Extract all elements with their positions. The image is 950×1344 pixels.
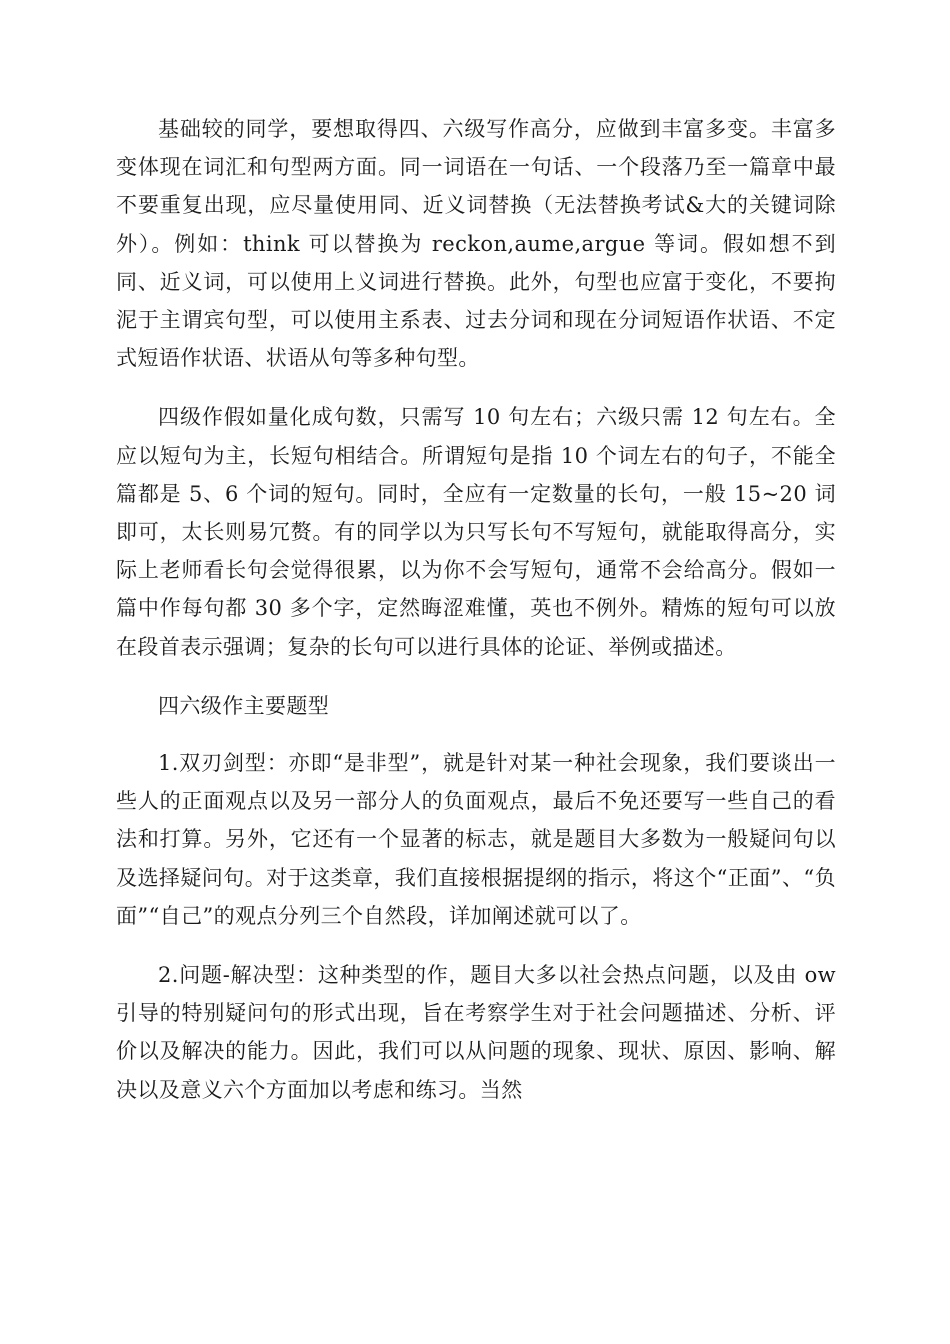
section-heading-question-types: 四六级作主要题型 xyxy=(158,693,330,718)
paragraph-double-edged-type: 1.双刃剑型：亦即“是非型”，就是针对某一种社会现象，我们要谈出一些人的正面观点以及另一部分人的负面观点，最后不免还要写一些自己的看法和打算。另外，它还有一个显著的标志，就是题目大多数为一般疑问句以及选择疑问句。对于这类章，我们直接根据提纲的指示，将这个“正面”、“负面”“自己”的观点分列三个自然段，详加阐述就可以了。 xyxy=(116,751,836,928)
paragraph-sentence-count: 四级作假如量化成句数，只需写 10 句左右；六级只需 12 句左右。全应以短句为主，长短句相结合。所谓短句是指 10 个词左右的句子，不能全篇都是 5、6 个词的短句。同时，全应有一定数量的长句，一般 15~20 词即可，太长则易冗赘。有的同学以为只写长句不写短句，就能取得高分，实际上老师看长句会觉得很累，以为你不会写短句，通常不会给高分。假如一篇中作每句都 30 多个字，定然晦涩难懂，英也不例外。精炼的短句可以放在段首表示强调；复杂的长句可以进行具体的论证、举例或描述。 xyxy=(116,405,836,659)
paragraph-problem-solution-type: 2.问题-解决型：这种类型的作，题目大多以社会热点问题，以及由 ow 引导的特别疑问句的形式出现，旨在考察学生对于社会问题描述、分析、评价以及解决的能力。因此，我们可以从问题的现象、现状、原因、影响、解决以及意义六个方面加以考虑和练习。当然 xyxy=(116,963,836,1102)
paragraph-writing-variety: 基础较的同学，要想取得四、六级写作高分，应做到丰富多变。丰富多变体现在词汇和句型两方面。同一词语在一句话、一个段落乃至一篇章中最不要重复出现，应尽量使用同、近义词替换（无法替换考试&大的关键词除外）。例如：think 可以替换为 reckon,aume,argue 等词。假如想不到同、近义词，可以使用上义词进行替换。此外，句型也应富于变化，不要拘泥于主谓宾句型，可以使用主系表、过去分词和现在分词短语作状语、不定式短语作状语、状语从句等多种句型。 xyxy=(116,117,836,371)
document-page xyxy=(116,110,836,1130)
